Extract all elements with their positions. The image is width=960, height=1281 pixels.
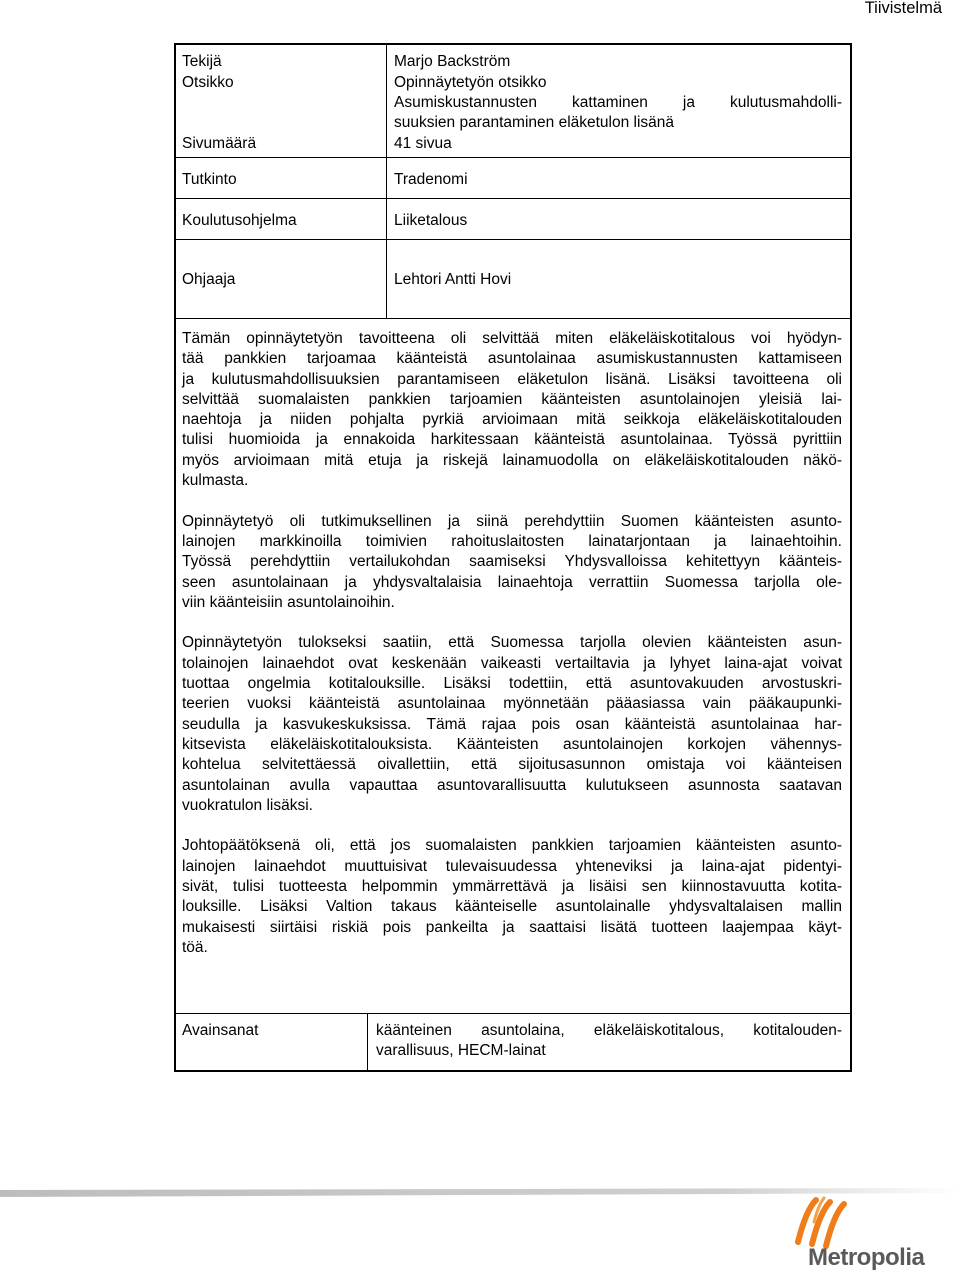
row-divider: [175, 157, 851, 158]
abstract-line: Tämän opinnäytetyön tavoitteena oli selvittää miten eläkeläiskotitalous voi hyödyn-: [182, 330, 842, 347]
author-label: Tekijä: [182, 53, 222, 70]
abstract-line: Opinnäytetyö oli tutkimuksellinen ja siinä perehdyttiin Suomen käänteisten asunto-: [182, 512, 842, 530]
abstract-line: lainojen markkinoilla toimivien rahoituslaitosten lainatarjontaan ja lainaehtoihin.: [182, 532, 842, 550]
abstract-line: selvittää suomalaisten pankkien tarjoamien käänteisten asuntolainojen yleisiä lai-: [182, 390, 842, 408]
abstract-line: Opinnäytetyön tulokseksi saatiin, että Suomessa tarjolla olevien käänteisten asun-: [182, 634, 842, 652]
abstract-line: sivät, tulisi tuotteesta helpommin ymmärrettävä ja lisäisi sen kiinnostavuutta kotita-: [182, 878, 842, 896]
abstract-line: myös arvioimaan mitä etuja ja riskejä lainamuodolla on eläkeläiskotitalouden näkö-: [182, 451, 842, 469]
supervisor-value: Lehtori Antti Hovi: [394, 271, 512, 288]
programme-label: Koulutusohjelma: [182, 212, 297, 229]
section-title: Tiivistelmä: [864, 0, 942, 17]
supervisor-label: Ohjaaja: [182, 271, 236, 288]
abstract-line: louksille. Lisäksi Valtion takaus käänteiselle asuntolainalle yhdysvaltalaisen mallin: [182, 898, 842, 916]
abstract-line: seen asuntolainaan ja yhdysvaltalaisia lainaehtoja verrattiin Suomessa tarjolla ole-: [182, 573, 842, 591]
abstract-line: kulmasta.: [182, 472, 249, 490]
abstract-line: Työssä perehdyttiin vertailukohdan saamiseksi Yhdysvalloissa kehitettyyn käänteis-: [182, 553, 842, 571]
metropolia-logo: [778, 1192, 924, 1276]
pages-value: 41 sivua: [394, 135, 452, 152]
title-value-line: suuksien parantaminen eläketulon lisänä: [394, 114, 675, 131]
row-divider: [175, 1013, 851, 1014]
abstract-line: ja kulutusmahdollisuuksien parantamiseen eläketulon lisänä. Lisäksi tavoitteena oli: [182, 370, 842, 388]
abstract-line: naehtoja ja niiden pohjalta pyrkiä arvioimaan mitä seikkoja eläkeläiskotitalouden: [182, 411, 842, 429]
abstract-line: vuokratulon lisäksi.: [182, 796, 313, 814]
abstract-line: tää pankkien tarjoamaa käänteistä asuntolainaa asumiskustannusten kattamiseen: [182, 350, 842, 368]
abstract-line: kitsevista eläkeläiskotitalouksista. Käänteisten asuntolainojen korkojen vähennys-: [182, 735, 842, 753]
keywords-line: käänteinen asuntolaina, eläkeläiskotitalous, kotitalouden-: [376, 1022, 842, 1039]
abstract-line: viin käänteisiin asuntolainoihin.: [182, 593, 395, 611]
pages-label: Sivumäärä: [182, 135, 257, 152]
abstract-paragraph: [182, 633, 842, 816]
abstract-line: tuottaa ongelmia kotitalouksille. Lisäksi todettiin, että asuntovakuuden arvostuskri-: [182, 675, 842, 693]
row-divider: [175, 318, 851, 319]
programme-value: Liiketalous: [394, 212, 468, 229]
degree-label: Tutkinto: [182, 171, 237, 188]
abstract-line: töä.: [182, 938, 208, 956]
row-divider: [175, 198, 851, 199]
keywords-label: Avainsanat: [182, 1022, 259, 1039]
abstract-line: kohtelua selvitettäessä oivallettiin, että sijoitusasunnon omistaja voi käänteisen: [182, 756, 842, 774]
abstract-line: seudulla ja kasvukeskuksissa. Tämä rajaa pois osan käänteistä asuntolainaa har-: [182, 715, 842, 733]
abstract-line: Johtopäätöksenä oli, että jos suomalaisten pankkien tarjoamien käänteisten asunto-: [182, 837, 842, 855]
keywords-value: [376, 1021, 842, 1062]
abstract-line: tolainojen lainaehdot ovat keskenään vaikeasti vertailtavia ja lyhyet laina-ajat voivat: [182, 654, 842, 672]
keywords-line: varallisuus, HECM-lainat: [376, 1042, 546, 1060]
abstract-paragraph: [182, 329, 842, 491]
title-label: Otsikko: [182, 74, 234, 91]
degree-value: Tradenomi: [394, 171, 468, 188]
row-divider: [175, 239, 851, 240]
abstract-line: asuntolainan avulla vapauttaa asuntovarallisuutta kulutukseen asunnosta saatavan: [182, 776, 842, 794]
abstract-paragraph: [182, 836, 842, 958]
author-value: Marjo Backström: [394, 53, 511, 70]
keywords-column-divider: [367, 1013, 368, 1071]
abstract-line: teerien vuoksi käänteistä asuntolainaa myönnetään pääasiassa vain pääkaupunki-: [182, 695, 842, 713]
metropolia-logo-text: Metropolia: [808, 1244, 925, 1271]
title-heading: Opinnäytetyön otsikko: [394, 74, 547, 91]
abstract-line: lainojen lainaehdot muuttuisivat tulevaisuudessa yhteneviksi ja laina-ajat pidentyi-: [182, 857, 842, 875]
info-column-divider: [386, 44, 387, 319]
title-value-line: Asumiskustannusten kattaminen ja kulutusmahdolli-: [394, 94, 842, 111]
abstract-body: [182, 329, 842, 979]
abstract-line: mukaisesti siirtäisi riskiä pois pankeilta ja saattaisi lisätä tuotteen laajempaa käyt-: [182, 918, 842, 936]
abstract-paragraph: [182, 512, 842, 613]
abstract-line: tulisi huomioida ja ennakoida harkitessaan käänteistä asuntolainaa. Työssä pyrittiin: [182, 431, 842, 449]
